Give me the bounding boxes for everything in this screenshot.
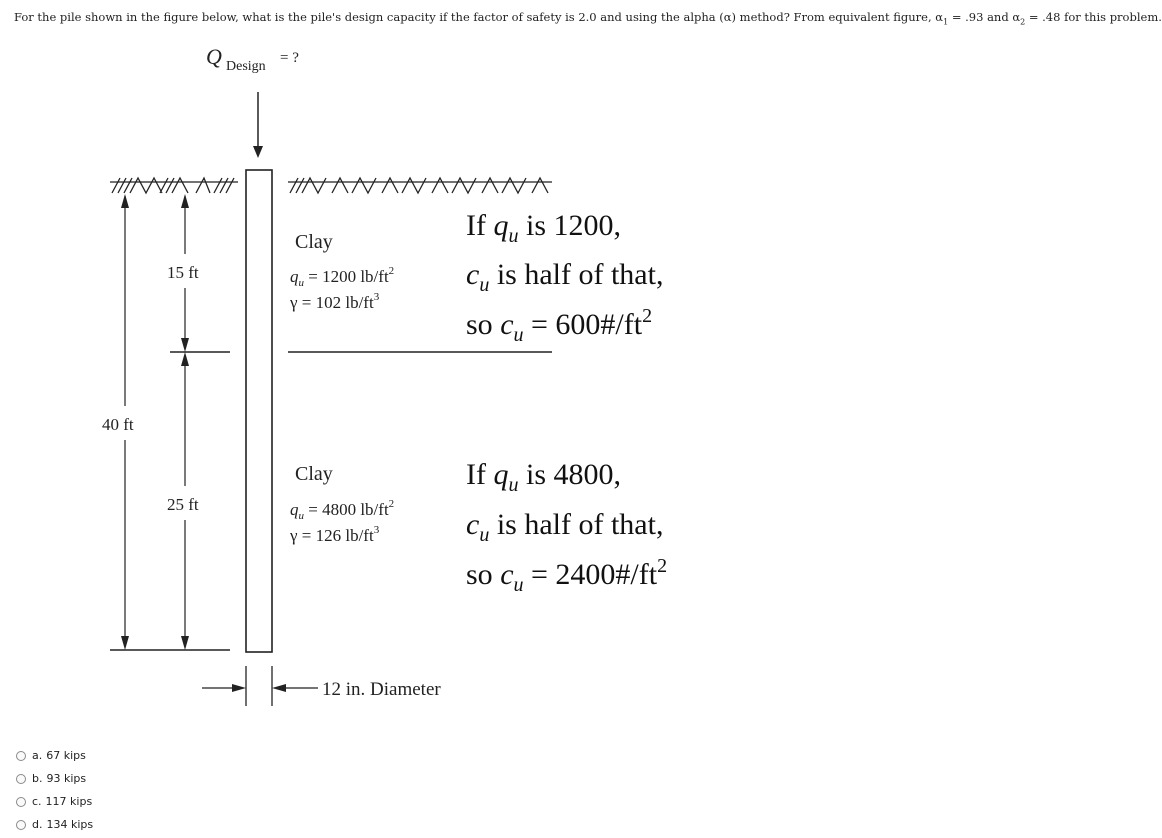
option-c-letter: c. — [32, 795, 42, 808]
annotation-layer1 — [466, 209, 663, 346]
q-design-subscript: Design — [226, 59, 266, 74]
q-symbol: Q — [206, 44, 222, 69]
svg-text:so cu = 2400#/ft2: so $c_u$ = $2400\#/ft^2$ — [466, 555, 668, 596]
q-design-equals: = ? — [280, 50, 299, 66]
ground-surface-right — [288, 178, 552, 193]
svg-text:If qu is 4800,: If $q_u$ is 4800, — [466, 458, 621, 496]
layer2-properties — [289, 463, 394, 545]
option-a-radio[interactable] — [16, 751, 26, 761]
option-d-text: 134 kips — [46, 818, 94, 831]
layer1-name: Clay — [295, 231, 333, 253]
dim-40-label: 40 ft — [102, 415, 134, 434]
svg-text:qu = 1200 lb/ft2: $q_u = 1200$ $lb/ft^2$ — [290, 265, 395, 289]
option-d-radio[interactable] — [16, 820, 26, 830]
layer1-properties — [289, 231, 394, 312]
option-a-letter: a. — [32, 749, 43, 762]
svg-text:cu is half of that,: $c_u$ is half of that, — [466, 508, 664, 546]
svg-text:cu is half of that,: $c_u$ is half of that, — [466, 258, 664, 296]
svg-text:so cu = 600#/ft2: so $c_u$ = $600\#/ft^2$ — [466, 305, 653, 346]
layer2-qu-symbol: q — [290, 500, 299, 519]
design-load-label — [206, 44, 299, 74]
option-a[interactable] — [16, 744, 93, 767]
layer2-gamma: γ — [290, 526, 298, 545]
option-c-radio[interactable] — [16, 797, 26, 807]
option-d-letter: d. — [32, 818, 43, 831]
option-c-text: 117 kips — [45, 795, 93, 808]
question-text: For the pile shown in the figure below, what is the pile's design capacity if the factor of safety is 2.0 and using the alpha (α) method? From equivalent figure, $\alpha_1 = .93$ and $\alpha_2 = .48$ for this problem. — [14, 10, 1162, 27]
layer2-name: Clay — [295, 463, 333, 485]
load-arrow — [253, 92, 263, 158]
option-b-text: 93 kips — [46, 772, 87, 785]
option-a-text: 67 kips — [46, 749, 86, 762]
option-d[interactable] — [16, 813, 93, 836]
svg-text:γ = 126 lb/ft3: γ = 126 $lb/ft^3$ — [290, 524, 380, 545]
svg-text:γ = 102 lb/ft3: γ = 102 $lb/ft^3$ — [290, 291, 380, 312]
svg-text:qu = 4800 lb/ft2: $q_u = 4800$ $lb/ft^2$ — [290, 498, 395, 522]
annotation-layer2 — [466, 458, 667, 596]
dim-25-label: 25 ft — [167, 495, 199, 514]
option-b-letter: b. — [32, 772, 43, 785]
answer-options — [16, 744, 93, 836]
option-c[interactable] — [16, 790, 93, 813]
diameter-label: 12 in. Diameter — [322, 679, 441, 700]
diameter-dimension — [202, 666, 318, 706]
layer1-gamma: γ — [290, 293, 298, 312]
ground-surface-left — [110, 178, 238, 193]
layer1-qu-symbol: q — [290, 267, 299, 286]
pile — [246, 170, 272, 652]
svg-text:If qu is 1200,: If $q_u$ is 1200, — [466, 209, 621, 247]
option-b[interactable] — [16, 767, 93, 790]
dim-15-label: 15 ft — [167, 263, 199, 282]
option-b-radio[interactable] — [16, 774, 26, 784]
